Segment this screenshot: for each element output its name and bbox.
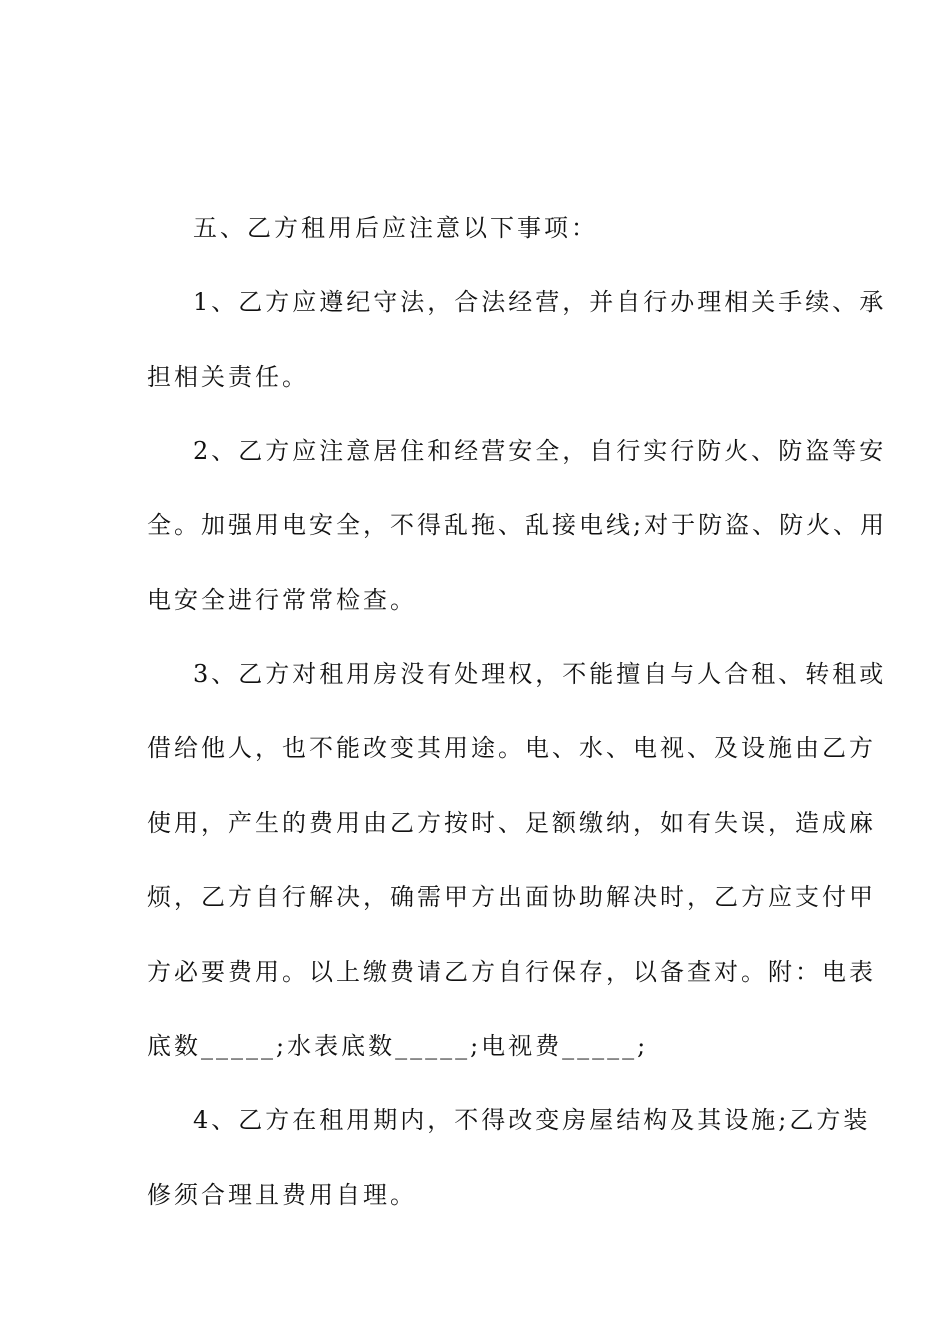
paragraph-line: 方必要费用。以上缴费请乙方自行保存，以备查对。附：电表 bbox=[147, 958, 876, 986]
paragraph-line: 电安全进行常常检查。 bbox=[147, 586, 417, 614]
paragraph-line: 烦，乙方自行解决，确需甲方出面协助解决时，乙方应支付甲 bbox=[147, 883, 876, 911]
paragraph-line: 全。加强用电安全，不得乱拖、乱接电线;对于防盗、防火、用 bbox=[147, 511, 888, 539]
paragraph-line: 2、乙方应注意居住和经营安全，自行实行防火、防盗等安 bbox=[193, 437, 887, 465]
paragraph-line: 借给他人，也不能改变其用途。电、水、电视、及设施由乙方 bbox=[147, 734, 876, 762]
paragraph-line: 修须合理且费用自理。 bbox=[147, 1181, 417, 1209]
paragraph-line: 4、乙方在租用期内，不得改变房屋结构及其设施;乙方装 bbox=[193, 1106, 871, 1134]
paragraph-line: 底数_____;水表底数_____;电视费_____; bbox=[147, 1032, 649, 1060]
paragraph-line: 1、乙方应遵纪守法，合法经营，并自行办理相关手续、承 bbox=[193, 288, 887, 316]
paragraph-line: 担相关责任。 bbox=[147, 363, 309, 391]
paragraph-line: 3、乙方对租用房没有处理权，不能擅自与人合租、转租或 bbox=[193, 660, 887, 688]
section-heading: 五、乙方租用后应注意以下事项： bbox=[193, 214, 598, 242]
paragraph-line: 使用，产生的费用由乙方按时、足额缴纳，如有失误，造成麻 bbox=[147, 809, 876, 837]
